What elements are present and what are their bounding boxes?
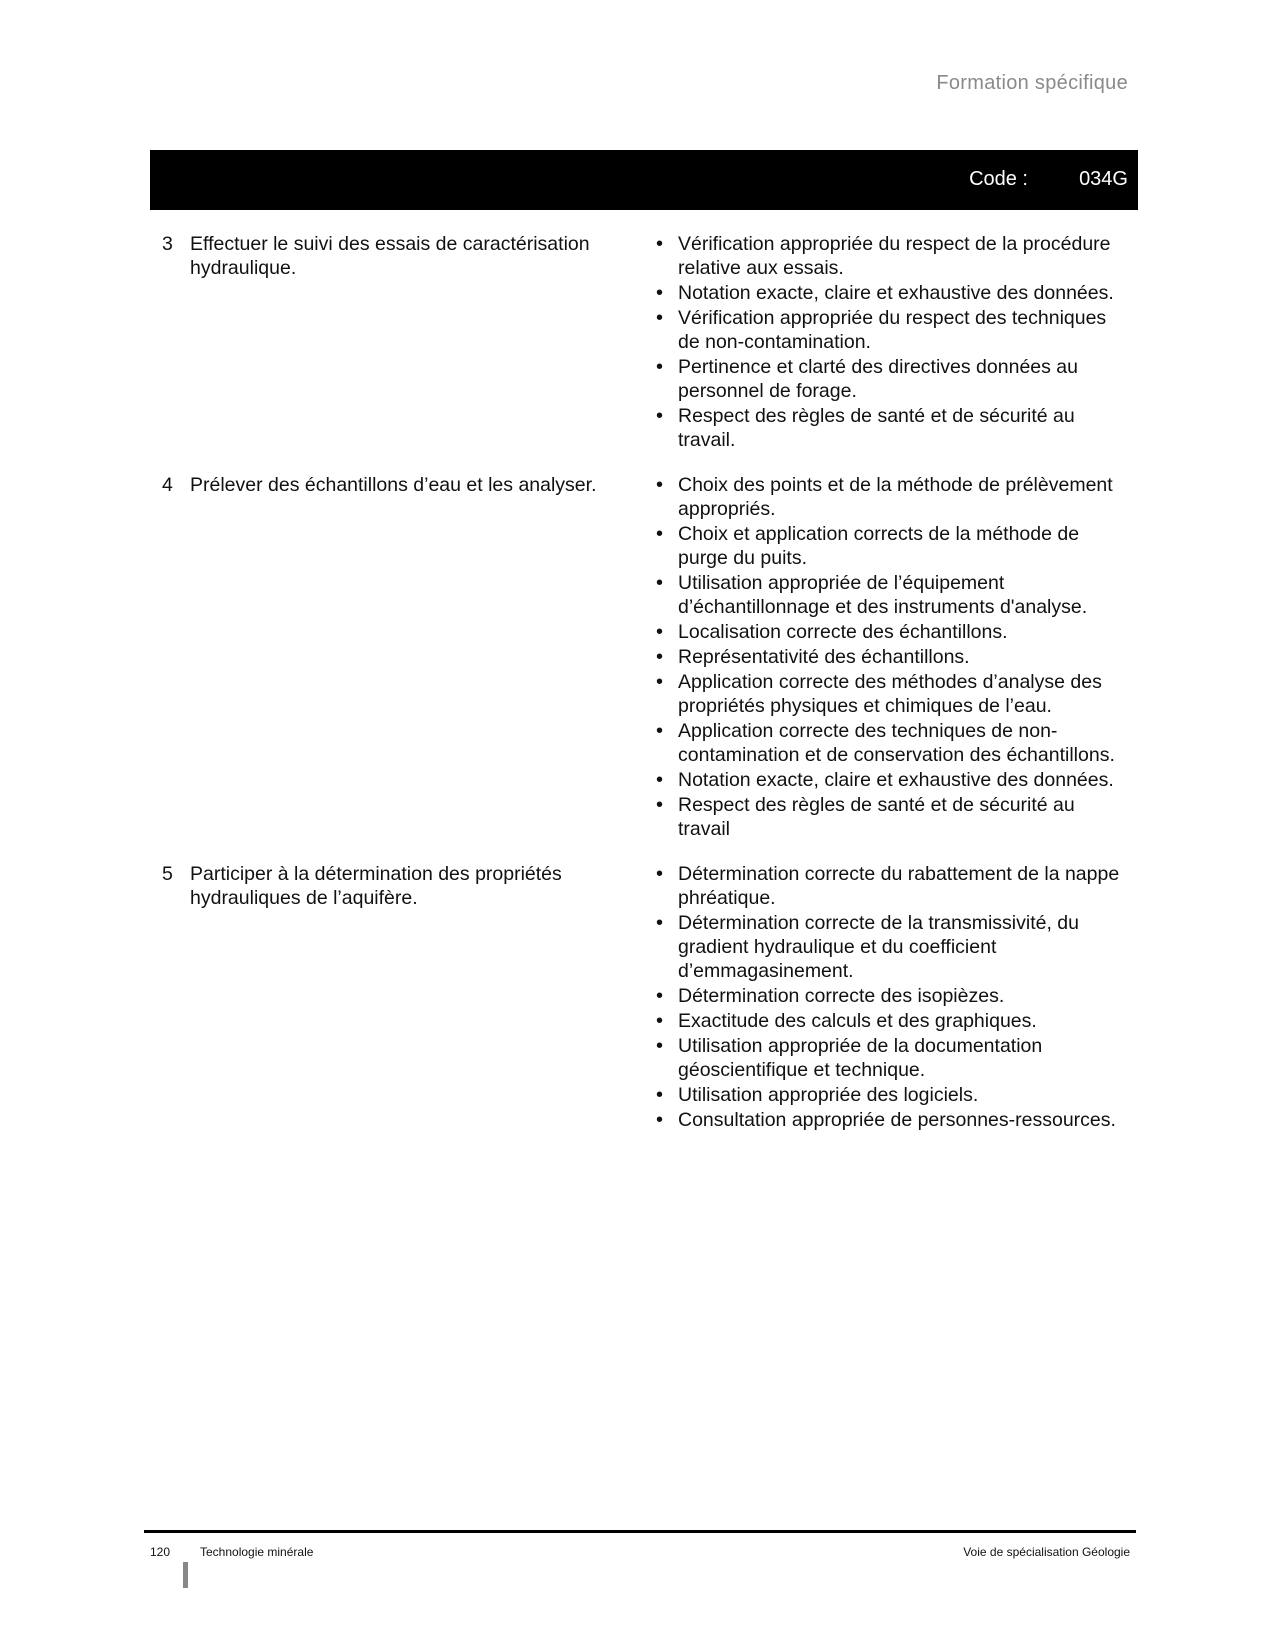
criteria-cell: [650, 232, 1122, 453]
list-item: • Détermination correcte du rabattement de la nappe phréatique.: [650, 862, 1122, 910]
list-item: • Vérification appropriée du respect de la procédure relative aux essais.: [650, 232, 1122, 280]
list-item: • Consultation appropriée de personnes-ressources.: [650, 1108, 1122, 1132]
code-value: 034G: [1079, 168, 1128, 190]
footer-program: Technologie minérale: [200, 1545, 314, 1559]
criteria-list: [650, 232, 1122, 452]
list-item: • Représentativité des échantillons.: [650, 645, 1122, 669]
change-bar-mark: [183, 1562, 188, 1588]
task-number: 3: [162, 233, 173, 255]
list-item: • Utilisation appropriée de l’équipement d’échantillonnage et des instruments d'analyse.: [650, 571, 1122, 619]
criteria-list: [650, 862, 1122, 1132]
list-item: • Utilisation appropriée des logiciels.: [650, 1083, 1122, 1107]
task-cell: [162, 473, 650, 842]
list-item: • Utilisation appropriée de la documentation géoscientifique et technique.: [650, 1034, 1122, 1082]
task-number: 5: [162, 863, 173, 885]
task-text: Participer à la détermination des propriétés hydrauliques de l’aquifère.: [190, 863, 562, 909]
list-item: • Choix et application corrects de la méthode de purge du puits.: [650, 522, 1122, 570]
code-bar: [150, 150, 1138, 210]
task-cell: [162, 862, 650, 1133]
criteria-cell: [650, 862, 1122, 1133]
code-label: Code :: [969, 168, 1028, 190]
list-item: • Application correcte des techniques de non-contamination et de conservation des échantillons.: [650, 719, 1122, 767]
task-number: 4: [162, 474, 173, 496]
list-item: • Respect des règles de santé et de sécurité au travail: [650, 793, 1122, 841]
task-text: Effectuer le suivi des essais de caractérisation hydraulique.: [190, 233, 590, 279]
list-item: • Exactitude des calculs et des graphiques.: [650, 1009, 1122, 1033]
list-item: • Vérification appropriée du respect des techniques de non-contamination.: [650, 306, 1122, 354]
competency-table: [162, 232, 1122, 1153]
criteria-list: [650, 473, 1122, 841]
list-item: • Détermination correcte des isopièzes.: [650, 984, 1122, 1008]
list-item: • Application correcte des méthodes d’analyse des propriétés physiques et chimiques de l’eau.: [650, 670, 1122, 718]
task-text: Prélever des échantillons d’eau et les analyser.: [190, 474, 597, 496]
list-item: • Localisation correcte des échantillons.: [650, 620, 1122, 644]
list-item: • Détermination correcte de la transmissivité, du gradient hydraulique et du coefficient d’emmagasinement.: [650, 911, 1122, 983]
table-row: [162, 862, 1122, 1133]
list-item: • Choix des points et de la méthode de prélèvement appropriés.: [650, 473, 1122, 521]
page-number: 120: [150, 1545, 171, 1559]
criteria-cell: [650, 473, 1122, 842]
list-item: • Pertinence et clarté des directives données au personnel de forage.: [650, 355, 1122, 403]
section-title: Formation spécifique: [936, 72, 1128, 94]
footer-specialization: Voie de spécialisation Géologie: [963, 1545, 1130, 1559]
list-item: • Notation exacte, claire et exhaustive des données.: [650, 281, 1122, 305]
table-row: [162, 232, 1122, 453]
footer-divider: [144, 1530, 1136, 1533]
task-cell: [162, 232, 650, 453]
list-item: • Respect des règles de santé et de sécurité au travail.: [650, 404, 1122, 452]
table-row: [162, 473, 1122, 842]
list-item: • Notation exacte, claire et exhaustive des données.: [650, 768, 1122, 792]
